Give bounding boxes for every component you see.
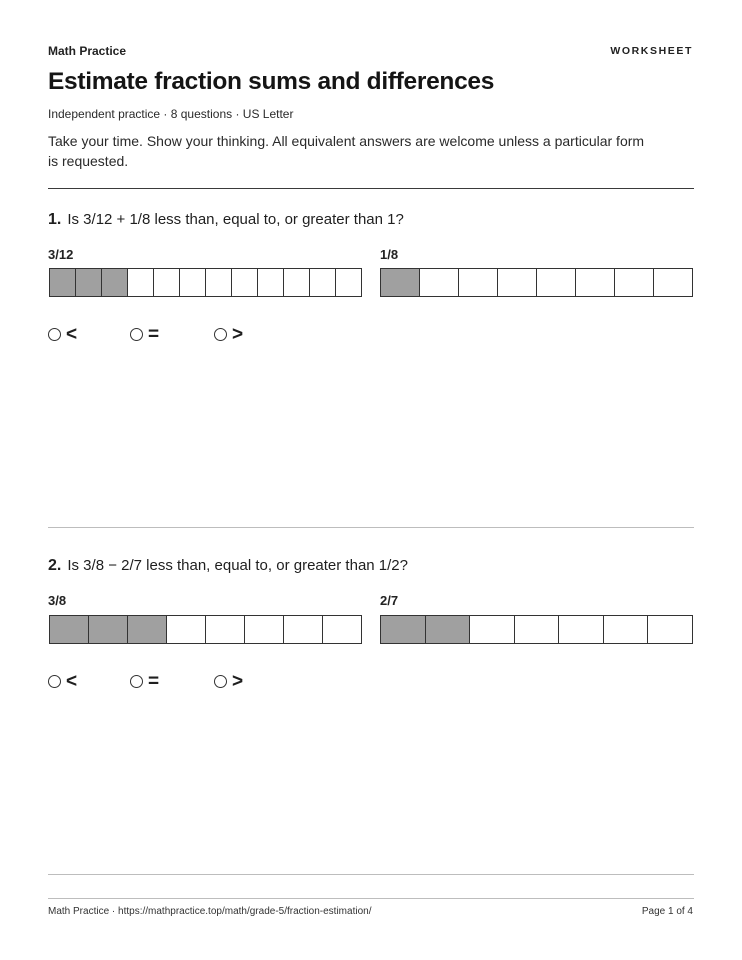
empty-cell — [576, 269, 615, 296]
answer-options — [48, 325, 243, 344]
fraction-bar — [49, 268, 362, 297]
question-number: 2. — [48, 557, 62, 574]
shaded-cell — [50, 269, 76, 296]
option-greater[interactable] — [214, 325, 243, 344]
empty-cell — [128, 269, 154, 296]
empty-cell — [258, 269, 284, 296]
page-subtitle: Independent practice · 8 questions · US Letter — [48, 107, 294, 121]
empty-cell — [245, 616, 284, 643]
less-than-symbol: < — [66, 324, 78, 345]
empty-cell — [323, 616, 361, 643]
empty-cell — [498, 269, 537, 296]
option-less[interactable] — [48, 325, 130, 344]
shaded-cell — [89, 616, 128, 643]
header-divider — [48, 188, 694, 189]
question-divider — [48, 874, 694, 875]
empty-cell — [206, 269, 232, 296]
worksheet-tag: WORKSHEET — [610, 45, 693, 57]
option-less[interactable] — [48, 672, 130, 691]
empty-cell — [206, 616, 245, 643]
greater-than-symbol: > — [232, 324, 244, 345]
empty-cell — [470, 616, 515, 643]
question-2 — [48, 557, 408, 575]
radio-button[interactable] — [48, 328, 61, 341]
option-greater[interactable] — [214, 672, 243, 691]
question-divider — [48, 527, 694, 528]
shaded-cell — [50, 616, 89, 643]
option-equal[interactable] — [130, 672, 214, 691]
option-equal[interactable] — [130, 325, 214, 344]
radio-button[interactable] — [214, 675, 227, 688]
fraction-bar — [380, 615, 693, 644]
instructions: Take your time. Show your thinking. All equivalent answers are welcome unless a particular form is requested. — [48, 133, 645, 169]
page-title: Estimate fraction sums and differences — [48, 68, 495, 95]
empty-cell — [154, 269, 180, 296]
shaded-cell — [381, 269, 420, 296]
greater-than-symbol: > — [232, 671, 244, 692]
empty-cell — [420, 269, 459, 296]
shaded-cell — [128, 616, 167, 643]
empty-cell — [310, 269, 336, 296]
brand-name: Math Practice — [48, 44, 127, 58]
question-text: Is 3/12 + 1/8 less than, equal to, or greater than 1? — [67, 211, 404, 228]
shaded-cell — [102, 269, 128, 296]
empty-cell — [167, 616, 206, 643]
empty-cell — [615, 269, 654, 296]
empty-cell — [459, 269, 498, 296]
empty-cell — [604, 616, 649, 643]
equal-symbol: = — [148, 324, 160, 345]
shaded-cell — [76, 269, 102, 296]
empty-cell — [559, 616, 604, 643]
footer-source: Math Practice · https://mathpractice.top/math/grade-5/fraction-estimation/ — [48, 906, 372, 917]
empty-cell — [648, 616, 692, 643]
shaded-cell — [381, 616, 426, 643]
empty-cell — [284, 269, 310, 296]
less-than-symbol: < — [66, 671, 78, 692]
fraction-bar — [49, 615, 362, 644]
equal-symbol: = — [148, 671, 160, 692]
radio-button[interactable] — [130, 328, 143, 341]
empty-cell — [284, 616, 323, 643]
answer-options — [48, 672, 243, 691]
empty-cell — [336, 269, 361, 296]
radio-button[interactable] — [48, 675, 61, 688]
footer-divider — [48, 898, 694, 899]
bar-label: 1/8 — [380, 247, 399, 262]
empty-cell — [537, 269, 576, 296]
bar-label: 3/12 — [48, 247, 74, 262]
empty-cell — [232, 269, 258, 296]
page-number: Page 1 of 4 — [641, 906, 693, 917]
empty-cell — [654, 269, 692, 296]
bar-label: 3/8 — [48, 593, 67, 608]
question-1 — [48, 211, 404, 229]
shaded-cell — [426, 616, 471, 643]
radio-button[interactable] — [130, 675, 143, 688]
question-text: Is 3/8 − 2/7 less than, equal to, or greater than 1/2? — [67, 557, 408, 574]
empty-cell — [180, 269, 206, 296]
fraction-bar — [380, 268, 693, 297]
empty-cell — [515, 616, 560, 643]
radio-button[interactable] — [214, 328, 227, 341]
question-number: 1. — [48, 211, 62, 228]
bar-label: 2/7 — [380, 593, 399, 608]
